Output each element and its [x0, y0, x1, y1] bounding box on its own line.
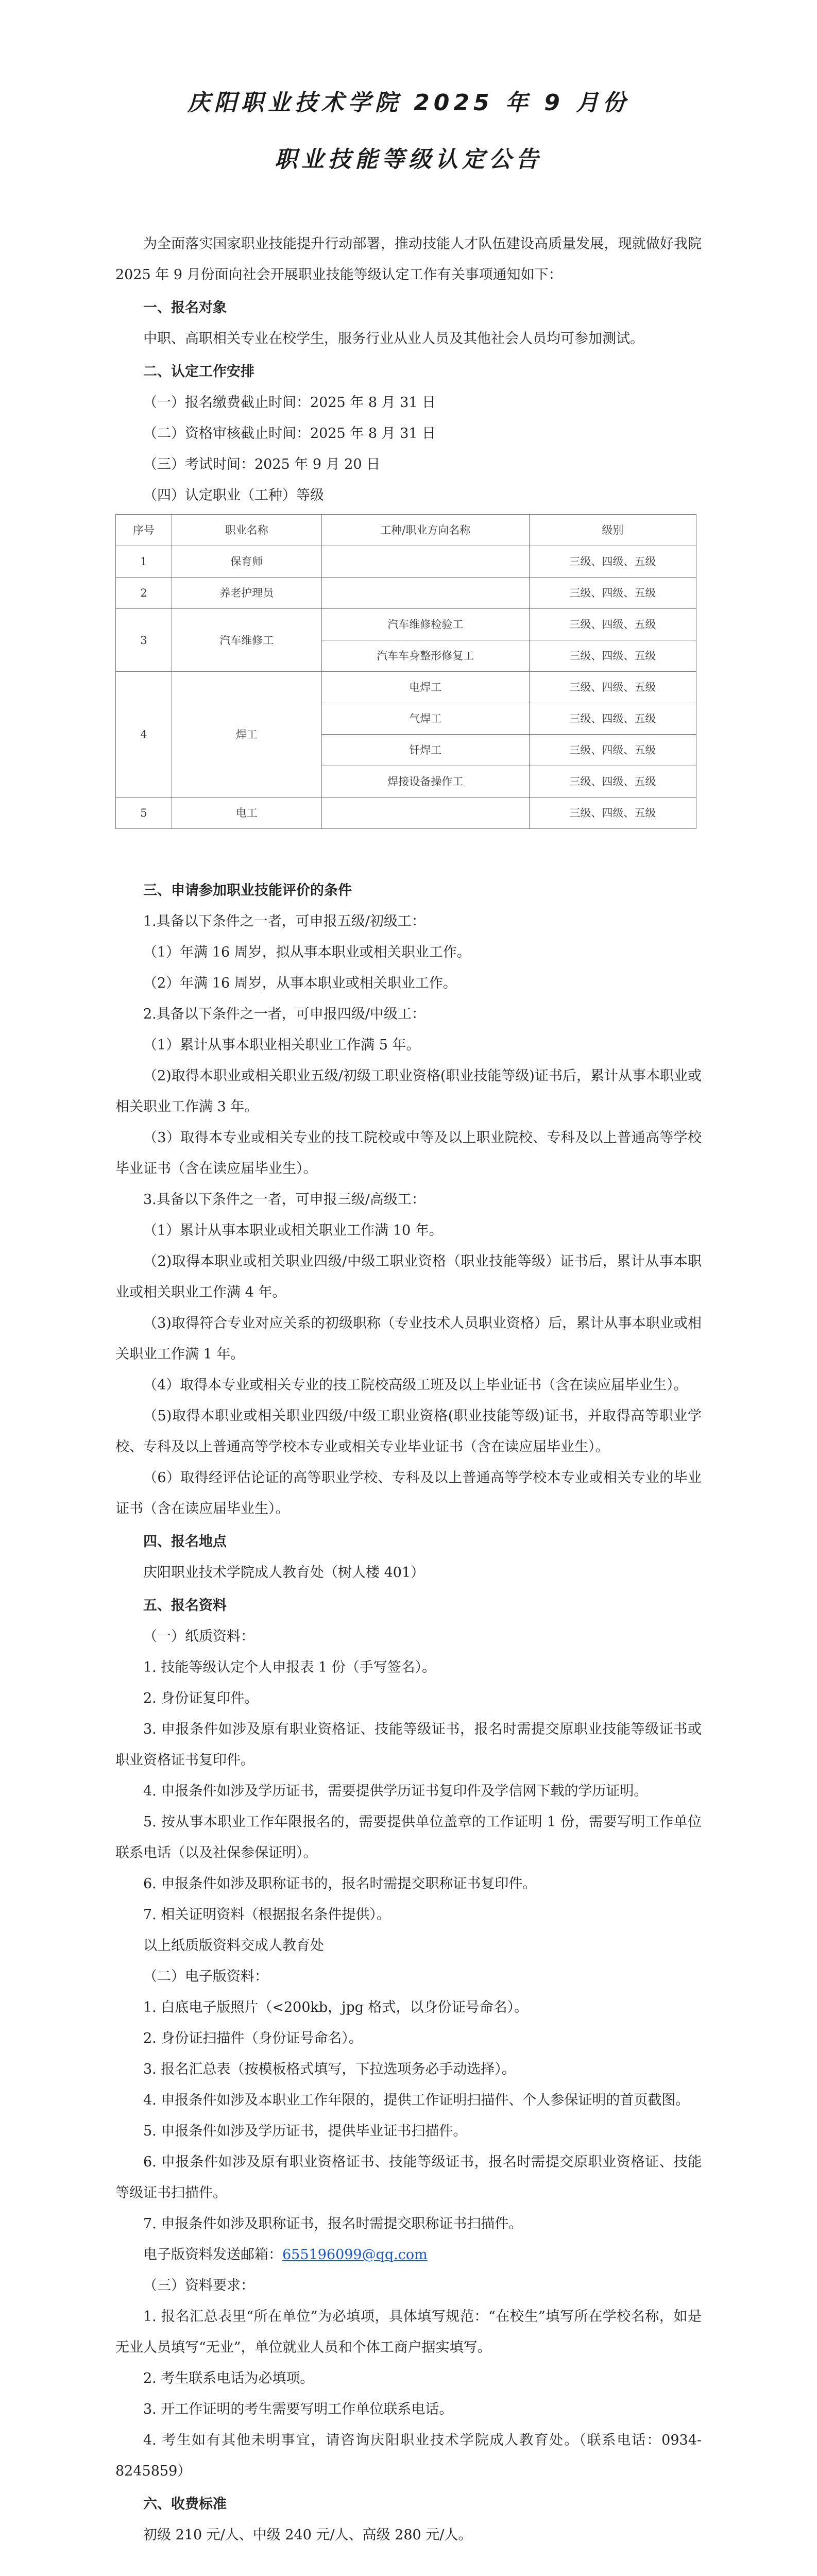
cell-work: 气焊工 [321, 703, 529, 735]
table-row [116, 578, 696, 609]
requirement-item: 3. 开工作证明的考生需要写明工作单位联系电话。 [143, 2401, 453, 2417]
condition-paragraph: （5)取得本职业或相关职业四级/中级工职业资格(职业技能等级)证书，并取得高等职业学校、专科及以上普通高等学校本专业或相关专业毕业证书（含在读应届毕业生）。 [115, 1408, 702, 1455]
paper-materials-footer: 以上纸质版资料交成人教育处 [143, 1938, 324, 1954]
cell-no: 5 [116, 798, 172, 829]
paper-material-item: 7. 相关证明资料（根据报名条件提供）。 [143, 1907, 390, 1923]
electronic-material-item: 4. 申报条件如涉及本职业工作年限的，提供工作证明扫描件、个人参保证明的首页截图。 [143, 2092, 690, 2108]
paper-materials-title: （一）纸质资料： [143, 1629, 254, 1645]
section-2-heading: 二、认定工作安排 [143, 364, 254, 380]
electronic-material-item: 7. 申报条件如涉及职称证书，报名时需提交职称证书扫描件。 [143, 2216, 523, 2232]
header-no: 序号 [116, 515, 172, 546]
electronic-material-item: 1. 白底电子版照片（<200kb，jpg 格式，以身份证号命名）。 [143, 1999, 529, 2015]
fee-standard: 初级 210 元/人、中级 240 元/人、高级 280 元/人。 [143, 2527, 472, 2543]
schedule-item: （二）资格审核截止时间：2025 年 8 月 31 日 [143, 426, 436, 442]
requirement-item: 2. 考生联系电话为必填项。 [143, 2370, 314, 2386]
electronic-material-item: 5. 申报条件如涉及学历证书，提供毕业证书扫描件。 [143, 2123, 467, 2139]
electronic-materials-title: （二）电子版资料： [143, 1969, 268, 1985]
condition-paragraph: 2.具备以下条件之一者，可申报四级/中级工： [143, 1006, 425, 1022]
email-label: 电子版资料发送邮箱： [143, 2247, 282, 2263]
cell-no: 2 [116, 578, 172, 609]
condition-paragraph: （1）年满 16 周岁，拟从事本职业或相关职业工作。 [143, 944, 471, 960]
table-row [116, 609, 696, 640]
cell-occupation: 焊工 [172, 672, 321, 798]
section-3-heading: 三、申请参加职业技能评价的条件 [143, 883, 352, 899]
schedule-item: （三）考试时间：2025 年 9 月 20 日 [143, 456, 381, 472]
requirements-title: （三）资料要求： [143, 2278, 254, 2294]
paper-material-item: 1. 技能等级认定个人申报表 1 份（手写签名）。 [143, 1659, 436, 1675]
certification-table [115, 514, 696, 829]
condition-paragraph: （6）取得经评估论证的高等职业学校、专科及以上普通高等学校本专业或相关专业的毕业证书（含在读应届毕业生）。 [115, 1470, 702, 1517]
condition-paragraph: （3）取得本专业或相关专业的技工院校或中等及以上职业院校、专科及以上普通高等学校毕业证书（含在读应届毕业生）。 [115, 1130, 702, 1177]
paper-material-item: 2. 身份证复印件。 [143, 1690, 259, 1706]
page-subtitle: 职业技能等级认定公告 [275, 146, 542, 173]
notice-body [115, 229, 702, 2576]
cell-level: 三级、四级、五级 [529, 672, 696, 703]
condition-paragraph: （2)取得本职业或相关职业五级/初级工职业资格(职业技能等级)证书后，累计从事本职业或相关职业工作满 3 年。 [115, 1068, 702, 1115]
electronic-material-item: 2. 身份证扫描件（身份证号命名）。 [143, 2030, 363, 2046]
cell-work: 焊接设备操作工 [321, 766, 529, 798]
email-link[interactable]: 655196099@qq.com [282, 2247, 428, 2263]
intro-paragraph: 为全面落实国家职业技能提升行动部署，推动技能人才队伍建设高质量发展，现就做好我院 2025 年 9 月份面向社会开展职业技能等级认定工作有关事项通知如下： [115, 236, 702, 283]
cell-level: 三级、四级、五级 [529, 735, 696, 766]
cell-no: 3 [116, 609, 172, 672]
cell-work: 电焊工 [321, 672, 529, 703]
requirement-item: 1. 报名汇总表里“所在单位”为必填项，具体填写规范：“在校生”填写所在学校名称，如是无业人员填写“无业”，单位就业人员和个体工商户据实填写。 [115, 2309, 702, 2355]
cell-level: 三级、四级、五级 [529, 640, 696, 672]
paper-material-item: 5. 按从事本职业工作年限报名的，需要提供单位盖章的工作证明 1 份，需要写明工作单位联系电话（以及社保参保证明）。 [115, 1814, 702, 1861]
cell-occupation: 电工 [172, 798, 321, 829]
cell-occupation: 养老护理员 [172, 578, 321, 609]
table-row [116, 546, 696, 578]
condition-paragraph: 3.具备以下条件之一者，可申报三级/高级工： [143, 1192, 425, 1208]
cell-level: 三级、四级、五级 [529, 703, 696, 735]
page-title: 庆阳职业技术学院 2025 年 9 月份 [187, 90, 630, 116]
section-5-heading: 五、报名资料 [143, 1598, 227, 1614]
section-1-heading: 一、报名对象 [143, 300, 227, 316]
cell-work [321, 546, 529, 578]
condition-paragraph: （2)取得本职业或相关职业四级/中级工职业资格（职业技能等级）证书后，累计从事本职业或相关职业工作满 4 年。 [115, 1253, 702, 1300]
section-4-heading: 四、报名地点 [143, 1534, 227, 1550]
email-line [115, 2240, 702, 2270]
schedule-item: （一）报名缴费截止时间：2025 年 8 月 31 日 [143, 395, 436, 411]
cell-work [321, 798, 529, 829]
registration-location: 庆阳职业技术学院成人教育处（树人楼 401） [143, 1565, 425, 1581]
table-row [116, 798, 696, 829]
paper-material-item: 3. 申报条件如涉及原有职业资格证、技能等级证书，报名时需提交原职业技能等级证书或职业资格证书复印件。 [115, 1721, 702, 1768]
cell-work [321, 578, 529, 609]
cell-no: 1 [116, 546, 172, 578]
cell-level: 三级、四级、五级 [529, 546, 696, 578]
cell-level: 三级、四级、五级 [529, 609, 696, 640]
cell-occupation: 汽车维修工 [172, 609, 321, 672]
cell-work: 汽车维修检验工 [321, 609, 529, 640]
table-row [116, 672, 696, 703]
requirement-item: 4. 考生如有其他未明事宜，请咨询庆阳职业技术学院成人教育处。（联系电话：0934-8245859） [115, 2432, 702, 2479]
schedule-item: （四）认定职业（工种）等级 [143, 487, 324, 503]
condition-paragraph: （4）取得本专业或相关专业的技工院校高级工班及以上毕业证书（含在读应届毕业生）。 [143, 1377, 688, 1393]
header-occupation: 职业名称 [172, 515, 321, 546]
section-6-heading: 六、收费标准 [143, 2496, 227, 2512]
paper-material-item: 4. 申报条件如涉及学历证书，需要提供学历证书复印件及学信网下载的学历证明。 [143, 1783, 648, 1799]
paper-material-item: 6. 申报条件如涉及职称证书的，报名时需提交职称证书复印件。 [143, 1876, 537, 1892]
header-work: 工种/职业方向名称 [321, 515, 529, 546]
section-1-text: 中职、高职相关专业在校学生，服务行业从业人员及其他社会人员均可参加测试。 [143, 331, 644, 347]
cell-no: 4 [116, 672, 172, 798]
condition-paragraph: （1）累计从事本职业或相关职业工作满 10 年。 [143, 1223, 443, 1239]
electronic-material-item: 3. 报名汇总表（按模板格式填写，下拉选项务必手动选择）。 [143, 2061, 516, 2077]
condition-paragraph: （2）年满 16 周岁，从事本职业或相关职业工作。 [143, 975, 457, 991]
cell-work: 钎焊工 [321, 735, 529, 766]
header-level: 级别 [529, 515, 696, 546]
cell-work: 汽车车身整形修复工 [321, 640, 529, 672]
cell-occupation: 保育师 [172, 546, 321, 578]
cell-level: 三级、四级、五级 [529, 766, 696, 798]
cell-level: 三级、四级、五级 [529, 578, 696, 609]
table-header-row [116, 515, 696, 546]
cell-level: 三级、四级、五级 [529, 798, 696, 829]
condition-paragraph: （1）累计从事本职业相关职业工作满 5 年。 [143, 1037, 420, 1053]
condition-paragraph: （3)取得符合专业对应关系的初级职称（专业技术人员职业资格）后，累计从事本职业或相关职业工作满 1 年。 [115, 1315, 702, 1362]
electronic-material-item: 6. 申报条件如涉及原有职业资格证书、技能等级证书，报名时需提交原职业资格证、技能等级证书扫描件。 [115, 2154, 702, 2201]
condition-paragraph: 1.具备以下条件之一者，可申报五级/初级工： [143, 913, 425, 929]
